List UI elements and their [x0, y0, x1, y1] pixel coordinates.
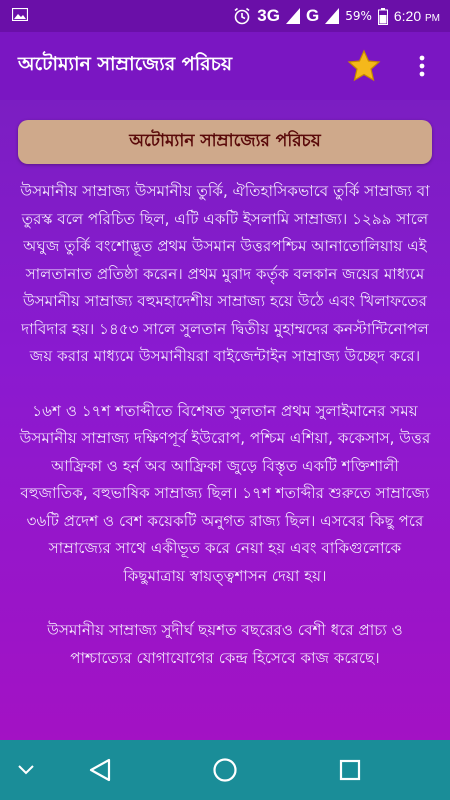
- article-body: [16, 178, 434, 699]
- alarm-icon: [233, 7, 251, 25]
- back-icon[interactable]: [82, 740, 118, 800]
- star-icon[interactable]: [346, 48, 382, 84]
- paragraph-2: ১৬শ ও ১৭শ শতাব্দীতে বিশেষত সুলতান প্রথম সুলাইমানের সময় উসমানীয় সাম্রাজ্য দক্ষিণপূর্ব ইউরোপ, পশ্চিম এশিয়া, ককেসাস, উত্তর আফ্রিকা ও হর্ন অব আফ্রিকা জুড়ে বিস্তৃত একটি শক্তিশালী বহুজাতিক, বহুভাষিক সাম্রাজ্য ছিল। ১৭শ শতাব্দীর শুরুতে সাম্রাজ্যে ৩৬টি প্রদেশ ও বেশ কয়েকটি অনুগত রাজ্য ছিল। এসবের কিছু পরে সাম্রাজ্যের সাথে একীভূত করে নেয়া হয় এবং বাকিগুলোকে কিছুমাত্রায় স্বায়ত্ত্বশাসন দেয়া হয়।: [19, 401, 431, 585]
- app-bar: [0, 32, 450, 100]
- clock: [394, 8, 440, 24]
- clock-ampm: PM: [425, 13, 440, 24]
- clock-time: 6:20: [393, 8, 422, 24]
- status-bar: [0, 0, 450, 32]
- article-content[interactable]: [0, 100, 450, 740]
- image-icon: [12, 8, 28, 21]
- navigation-bar: [0, 740, 450, 800]
- signal-icon-2: [325, 8, 339, 24]
- battery-percent: 59%: [345, 9, 372, 23]
- article-heading-card: [18, 120, 432, 164]
- status-right: [233, 0, 440, 32]
- article-heading: অটোম্যান সাম্রাজ্যের পরিচয়: [129, 131, 321, 151]
- chevron-down-icon[interactable]: [8, 740, 44, 800]
- home-icon[interactable]: [207, 740, 243, 800]
- recents-icon[interactable]: [332, 740, 368, 800]
- more-vert-icon[interactable]: [410, 52, 434, 80]
- network-3g-label: 3G: [257, 6, 280, 25]
- paragraph-3: উসমানীয় সাম্রাজ্য সুদীর্ঘ ছয়শত বছরেরও বেশী ধরে প্রাচ্য ও পাশ্চাত্যের যোগাযোগের কেন্দ্র হিসেবে কাজ করেছে।: [47, 621, 403, 667]
- paragraph-1: উসমানীয় সাম্রাজ্য উসমানীয় তুর্কি, ঐতিহাসিকভাবে তুর্কি সাম্রাজ্য বা তুরস্ক বলে পরিচিত ছিল, এটি একটি ইসলামি সাম্রাজ্য। ১২৯৯ সালে অঘুজ তুর্কি বংশোদ্ভূত প্রথম উসমান উত্তরপশ্চিম আনাতোলিয়ায় এই সালতানাত প্রতিষ্ঠা করেন। প্রথম মুরাদ কর্তৃক বলকান জয়ের মাধ্যমে উসমানীয় সাম্রাজ্য বহুমহাদেশীয় সাম্রাজ্য হয়ে উঠে এবং খিলাফতের দাবিদার হয়। ১৪৫৩ সালে সুলতান দ্বিতীয় মুহাম্মদের কনস্টান্টিনোপল জয় করার মাধ্যমে উসমানীয়রা বাইজেন্টাইন সাম্রাজ্য উচ্ছেদ করে।: [20, 182, 430, 365]
- battery-icon: [378, 8, 388, 25]
- app-title: অটোম্যান সাম্রাজ্যের পরিচয়: [18, 53, 233, 75]
- network-g-label: G: [305, 6, 320, 25]
- signal-icon: [286, 8, 300, 24]
